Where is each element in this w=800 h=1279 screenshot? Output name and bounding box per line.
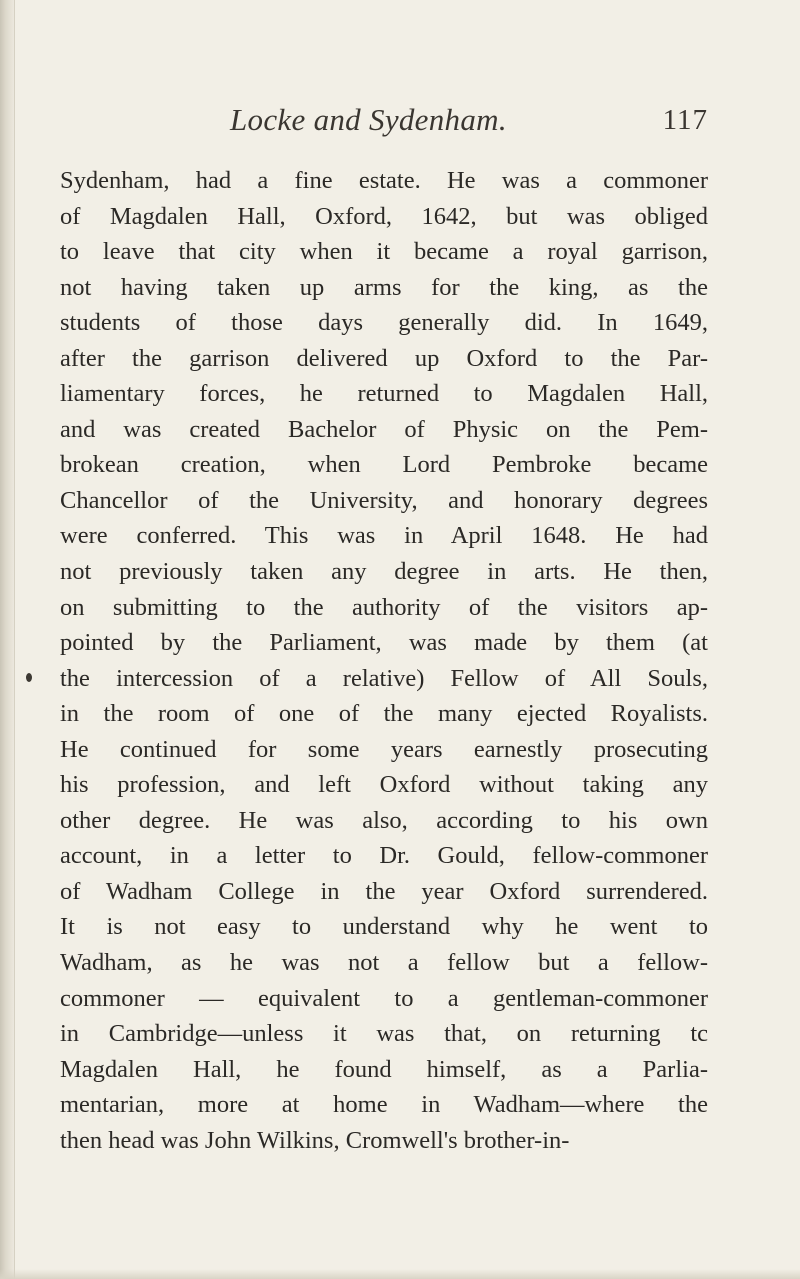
text-line: other degree. He was also, according to his own bbox=[60, 806, 708, 834]
text-line: not having taken up arms for the king, as the bbox=[60, 273, 708, 301]
text-line: on submitting to the authority of the visitors ap- bbox=[60, 593, 708, 621]
page-binding-edge bbox=[0, 0, 14, 1279]
text-line: Magdalen Hall, he found himself, as a Parlia- bbox=[60, 1055, 708, 1083]
text-line: Sydenham, had a fine estate. He was a commoner bbox=[60, 167, 708, 194]
text-line: in Cambridge—unless it was that, on returning tc bbox=[60, 1020, 708, 1048]
text-line: brokean creation, when Lord Pembroke became bbox=[60, 451, 708, 479]
text-line: mentarian, more at home in Wadham—where the bbox=[60, 1091, 708, 1119]
text-line: account, in a letter to Dr. Gould, fellow-commoner bbox=[60, 842, 708, 870]
page-bottom-shadow bbox=[0, 1269, 800, 1279]
text-line: were conferred. This was in April 1648. He had bbox=[60, 522, 708, 550]
text-line: and was created Bachelor of Physic on the Pem- bbox=[60, 415, 708, 443]
margin-ink-mark bbox=[26, 673, 32, 682]
text-line: students of those days generally did. In 1649, bbox=[60, 309, 708, 337]
body-text bbox=[60, 163, 708, 1158]
page-gutter-line bbox=[14, 0, 15, 1279]
text-line: of Magdalen Hall, Oxford, 1642, but was obliged bbox=[60, 202, 708, 230]
text-line: It is not easy to understand why he went to bbox=[60, 913, 708, 941]
text-line: He continued for some years earnestly prosecuting bbox=[60, 735, 708, 763]
text-line: Wadham, as he was not a fellow but a fellow- bbox=[60, 949, 708, 977]
text-line: in the room of one of the many ejected Royalists. bbox=[60, 700, 708, 728]
running-head bbox=[60, 102, 708, 150]
text-line: the intercession of a relative) Fellow of All Souls, bbox=[60, 664, 708, 692]
text-line: pointed by the Parliament, was made by them (at bbox=[60, 629, 708, 657]
text-line: his profession, and left Oxford without taking any bbox=[60, 771, 708, 799]
text-line: liamentary forces, he returned to Magdalen Hall, bbox=[60, 380, 708, 408]
text-line: not previously taken any degree in arts. He then, bbox=[60, 558, 708, 586]
text-line: commoner — equivalent to a gentleman-commoner bbox=[60, 984, 708, 1012]
text-line: to leave that city when it became a royal garrison, bbox=[60, 238, 708, 266]
text-line: of Wadham College in the year Oxford surrendered. bbox=[60, 877, 708, 905]
running-title: Locke and Sydenham. bbox=[230, 102, 507, 137]
text-line: then head was John Wilkins, Cromwell's brother-in- bbox=[60, 1126, 570, 1154]
text-line: Chancellor of the University, and honorary degrees bbox=[60, 486, 708, 514]
text-line: after the garrison delivered up Oxford to the Par- bbox=[60, 344, 708, 372]
page-number: 117 bbox=[662, 104, 708, 136]
